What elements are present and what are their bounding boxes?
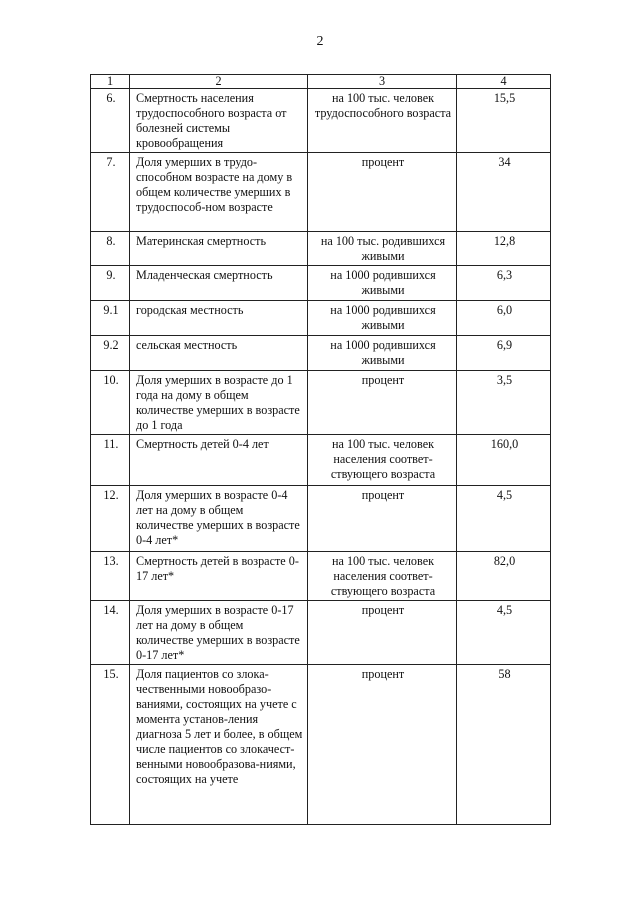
indicator-name: Младенческая смертность (130, 266, 308, 301)
indicator-name: Смертность детей 0-4 лет (130, 435, 308, 486)
value-cell: 4,5 (457, 601, 551, 665)
value-cell: 6,9 (457, 336, 551, 371)
table-row (91, 153, 551, 232)
row-number: 8. (91, 232, 130, 266)
indicator-name: Доля умерших в возрасте 0-4 лет на дому в общем количестве умерших в возрасте 0-4 лет* (130, 486, 308, 552)
value-cell: 6,0 (457, 301, 551, 336)
value-cell: 58 (457, 665, 551, 825)
table-row (91, 266, 551, 301)
row-number: 13. (91, 552, 130, 601)
table-row (91, 89, 551, 153)
value-cell: 34 (457, 153, 551, 232)
table-row (91, 552, 551, 601)
unit-cell: на 100 тыс. родившихся живыми (308, 232, 457, 266)
table-row (91, 336, 551, 371)
table-row (91, 301, 551, 336)
row-number: 12. (91, 486, 130, 552)
row-number: 15. (91, 665, 130, 825)
indicator-name: Доля умерших в трудо-способном возрасте на дому в общем количестве умерших в трудоспособ-ном возрасте (130, 153, 308, 232)
row-number: 6. (91, 89, 130, 153)
indicator-name: Материнская смертность (130, 232, 308, 266)
row-number: 7. (91, 153, 130, 232)
row-number: 10. (91, 371, 130, 435)
table-header-row (91, 75, 551, 89)
value-cell: 160,0 (457, 435, 551, 486)
row-number: 9.2 (91, 336, 130, 371)
row-number: 11. (91, 435, 130, 486)
header-cell: 2 (130, 75, 308, 89)
header-cell: 3 (308, 75, 457, 89)
table-row (91, 371, 551, 435)
value-cell: 12,8 (457, 232, 551, 266)
unit-cell: на 1000 родившихся живыми (308, 336, 457, 371)
value-cell: 4,5 (457, 486, 551, 552)
indicator-name: сельская местность (130, 336, 308, 371)
unit-cell: на 100 тыс. человек трудоспособного возраста (308, 89, 457, 153)
table-row (91, 601, 551, 665)
indicator-name: Доля умерших в возрасте 0-17 лет на дому в общем количестве умерших в возрасте 0-17 лет* (130, 601, 308, 665)
unit-cell: на 100 тыс. человек населения соответ-ствующего возраста (308, 435, 457, 486)
table-row (91, 435, 551, 486)
table-row (91, 665, 551, 825)
table-row (91, 486, 551, 552)
unit-cell: процент (308, 486, 457, 552)
value-cell: 15,5 (457, 89, 551, 153)
indicator-name: Смертность детей в возрасте 0-17 лет* (130, 552, 308, 601)
unit-cell: процент (308, 371, 457, 435)
indicator-name: Доля умерших в возрасте до 1 года на дому в общем количестве умерших в возрасте до 1 года (130, 371, 308, 435)
value-cell: 6,3 (457, 266, 551, 301)
value-cell: 3,5 (457, 371, 551, 435)
header-cell: 4 (457, 75, 551, 89)
unit-cell: на 1000 родившихся живыми (308, 266, 457, 301)
row-number: 9.1 (91, 301, 130, 336)
value-cell: 82,0 (457, 552, 551, 601)
unit-cell: процент (308, 601, 457, 665)
indicator-name: городская местность (130, 301, 308, 336)
unit-cell: на 100 тыс. человек населения соответ-ствующего возраста (308, 552, 457, 601)
indicator-name: Доля пациентов со злока-чественными новообразо-ваниями, состоящих на учете с момента установ-ления диагноза 5 лет и более, в общем числе пациентов со злокачест-венными новообразова-ниями, состоящих на учете (130, 665, 308, 825)
page-number: 2 (316, 34, 324, 49)
header-cell: 1 (91, 75, 130, 89)
table-row (91, 232, 551, 266)
indicator-name: Смертность населения трудоспособного возраста от болезней системы кровообращения (130, 89, 308, 153)
unit-cell: на 1000 родившихся живыми (308, 301, 457, 336)
unit-cell: процент (308, 153, 457, 232)
indicators-table (90, 74, 551, 825)
row-number: 9. (91, 266, 130, 301)
unit-cell: процент (308, 665, 457, 825)
row-number: 14. (91, 601, 130, 665)
